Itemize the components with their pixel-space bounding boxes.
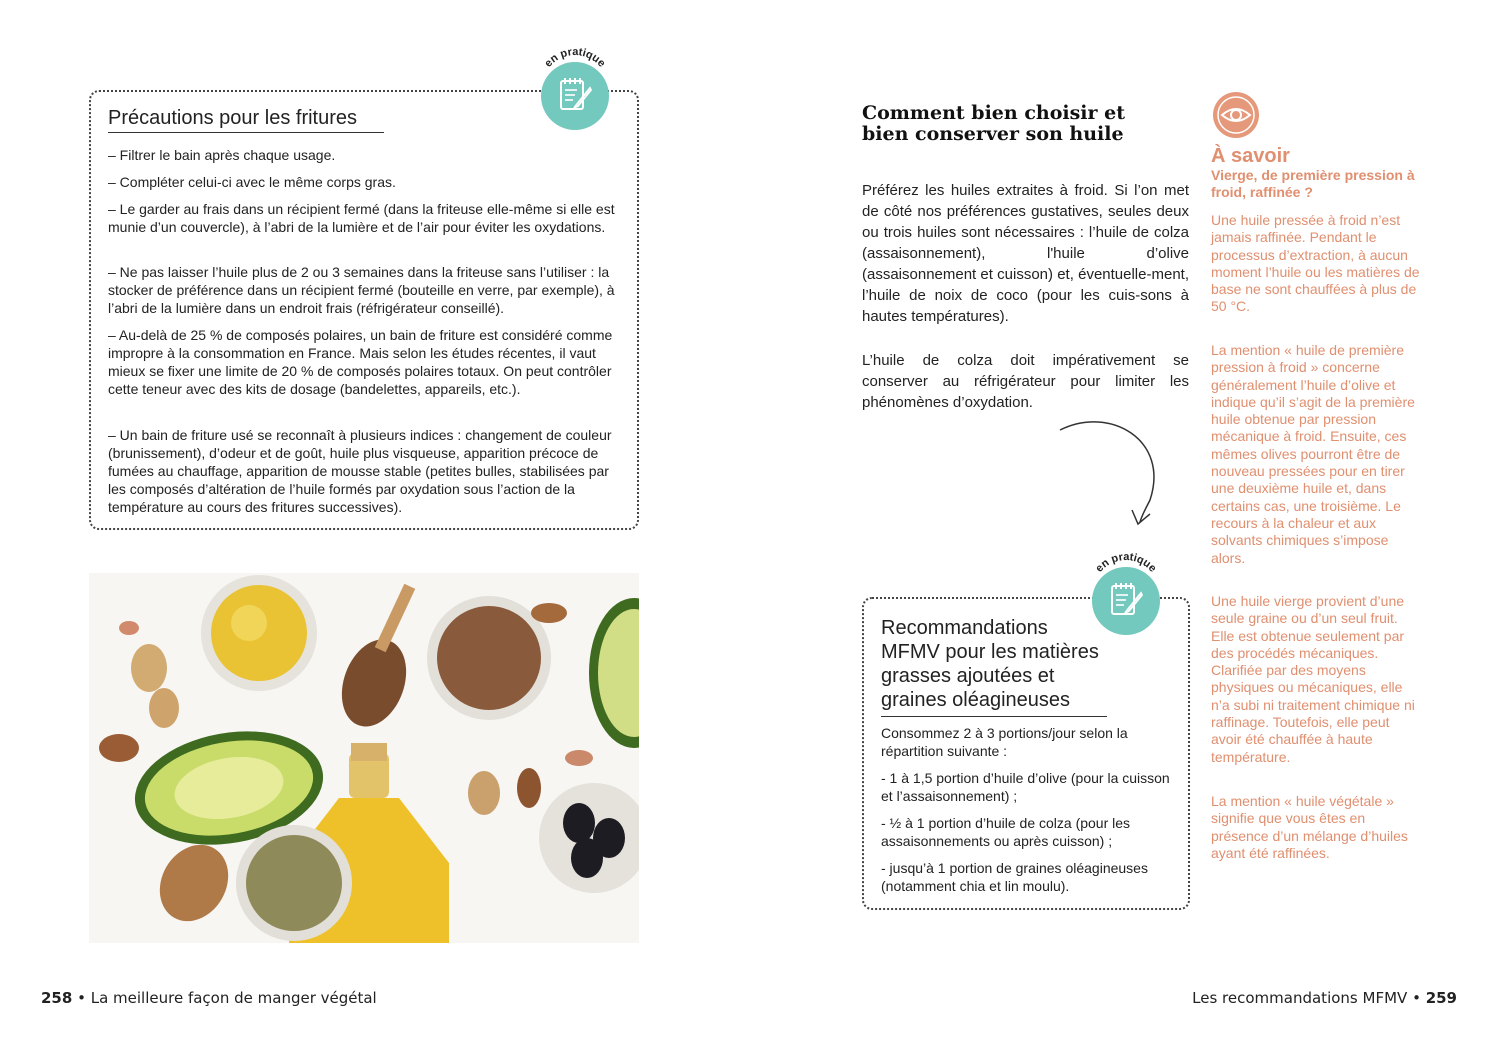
running-title: Les recommandations MFMV <box>1192 989 1408 1007</box>
list-item: Consommez 2 à 3 portions/jour selon la répartition suivante : <box>881 725 1128 759</box>
sidebar-paragraph: Une huile pressée à froid n’est jamais raffinée. Pendant le processus d’extraction, à aucun moment l’huile ou les matières de base ne sont chauffées à plus de 50 °C. <box>1211 212 1420 315</box>
footer-right <box>1192 989 1457 1007</box>
sidebar-paragraph: La mention « huile végétale » signifie que vous êtes en présence d’un mélange d’huiles ayant été raffinées. <box>1211 793 1408 861</box>
list-item: - ½ à 1 portion d’huile de colza (pour les assaisonnements ou après cuisson) ; <box>881 815 1131 849</box>
list-item: – Ne pas laisser l’huile plus de 2 ou 3 semaines dans la friteuse sans l’utiliser : la stocker de préférence dans un récipient fermé (bouteille en verre, par exemple), à l’abri de la lumière dans un endroit frais (réfrigérateur conseillé). <box>108 264 615 316</box>
curved-arrow-icon <box>1050 410 1170 530</box>
footer-bullet: • <box>77 989 91 1007</box>
en-pratique-badge <box>529 40 619 130</box>
svg-text:en pratique: en pratique <box>542 46 608 70</box>
footer-left <box>41 989 377 1007</box>
page-number: 259 <box>1425 989 1457 1007</box>
paragraph: Préférez les huiles extraites à froid. Si l’on met de côté nos préférences gustatives, seules deux ou trois huiles sont nécessaires : l’huile de colza (assaisonnement), l'huile d’olive (assaisonnement et cuisson) et, éventuelle-ment, l’huile de noix de coco (pour les cuis-sons à hautes températures). <box>862 182 1189 325</box>
box-title: Précautions pour les fritures <box>108 107 384 133</box>
list-item: - 1 à 1,5 portion d’huile d’olive (pour la cuisson et l’assaisonnement) ; <box>881 770 1170 804</box>
list-item: – Au-delà de 25 % de composés polaires, un bain de friture est considéré comme impropre à la consommation en France. Mais selon les études récentes, il vaut mieux se fixer une limite de 20 % de composés polaires totaux. On peut contrôler cette teneur avec des kits de dosage (bandelettes, appareils, etc.). <box>108 327 613 397</box>
section-title: Comment bien choisir et bien conserver son huile <box>862 102 1125 145</box>
sidebar-paragraph: La mention « huile de première pression à froid » concerne généralement l’huile d’olive et indique qu’il s’agit de la première huile obtenue par pression mécanique à froid. Ensuite, ces mêmes olives pourront être de nouveau pressées pour en tirer une deuxième huile et, dans certains cas, une troisième. Le recours à la chaleur et aux solvants chimiques s’impose alors. <box>1211 342 1415 566</box>
eye-icon <box>1212 91 1260 139</box>
running-title: La meilleure façon de manger végétal <box>90 989 377 1007</box>
notepad-pen-icon <box>1108 581 1146 621</box>
sidebar-subtitle: Vierge, de première pression à froid, raffinée ? <box>1211 167 1415 200</box>
list-item: – Le garder au frais dans un récipient fermé (dans la friteuse elle-même si elle est munie d’un couvercle), à l’abri de la lumière et de l’air pour éviter les oxydations. <box>108 201 615 235</box>
list-item: – Un bain de friture usé se reconnaît à plusieurs indices : changement de couleur (brunissement), d’odeur et de goût, huile plus visqueuse, apparition précoce de fumées au chauffage, apparition de mousse stable (petites bulles, stabilisées par les composés d’altération de l’huile formés par oxydation sous l’action de la température au cours des fritures successives). <box>108 427 612 515</box>
paragraph: L’huile de colza doit impérativement se conserver au réfrigérateur pour limiter les phénomènes d’oxydation. <box>862 352 1189 411</box>
list-item: – Filtrer le bain après chaque usage. <box>108 147 336 163</box>
footer-bullet: • <box>1412 989 1426 1007</box>
sidebar-title: À savoir <box>1211 145 1290 167</box>
list-item: - jusqu’à 1 portion de graines oléagineuses (notamment chia et lin moulu). <box>881 860 1148 894</box>
page-number: 258 <box>41 989 73 1007</box>
box-title: Recommandations MFMV pour les matières grasses ajoutées et graines oléagineuses <box>881 616 1107 717</box>
svg-text:en pratique: en pratique <box>1093 551 1159 575</box>
sidebar-paragraph: Une huile vierge provient d’une seule graine ou d’un seul fruit. Elle est obtenue seulement par des procédés mécaniques. Clarifiée par des moyens physiques ou mécaniques, elle n’a subi ni traitement chimique ni raffinage. Toutefois, elle peut avoir été chauffée à haute température. <box>1211 593 1415 765</box>
notepad-pen-icon <box>557 76 595 116</box>
list-item: – Compléter celui-ci avec le même corps gras. <box>108 174 396 190</box>
oils-and-seeds-photo <box>89 573 639 943</box>
